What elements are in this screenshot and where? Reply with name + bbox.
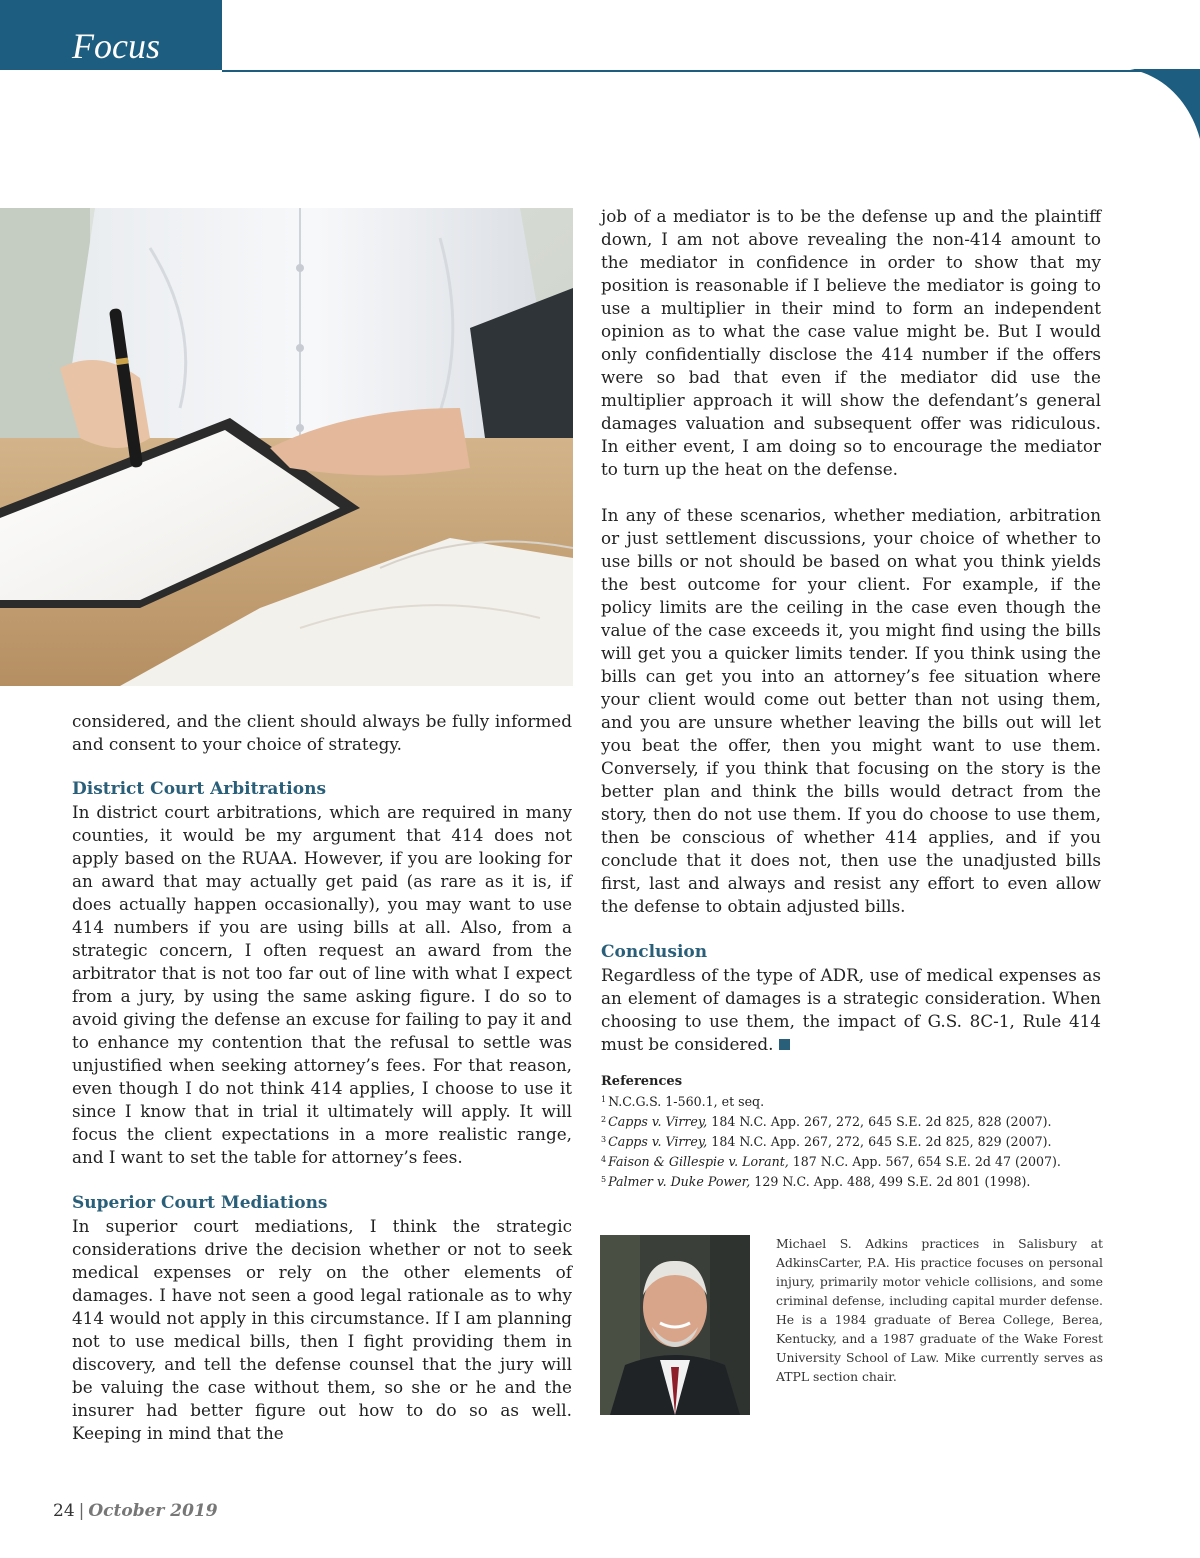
references [601, 1073, 1101, 1191]
article-photo [0, 208, 573, 686]
left-column [72, 778, 572, 1445]
scenarios-paragraph: In any of these scenarios, whether mediation, arbitration or just settlement discussions, your choice of whether to use bills or not should be based on what you think yields the best outcome for your client. For example, if the policy limits are the ceiling in the case even though the value of the case exceeds it, you might find using the bills will get you a quicker limits tender. If you think using the bills can get you into an attorney’s fee situation where your client would come out better than not using them, and you are unsure whether leaving the bills out will let you beat the offer, then you might want to use them. Conversely, if you think that focusing on the story is the better plan and think the bills would detract from the story, then do not use them. If you do choose to use them, then be conscious of whether 414 applies, and if you conclude that it does not, then use the unadjusted bills first, last and always and resist any effort to even allow the defense to obtain adjusted bills. [601, 505, 1101, 916]
reference-case: Capps v. Virrey, [608, 1134, 708, 1149]
end-mark-icon [779, 1039, 790, 1050]
reference-cite: 184 N.C. App. 267, 272, 645 S.E. 2d 825, 828 (2007). [707, 1114, 1052, 1129]
author-bio: Michael S. Adkins practices in Salisbury at AdkinsCarter, P.A. His practice focuses on personal injury, primarily motor vehicle collisions, and some criminal defense, including capital murder defense. He is a 1984 graduate of Berea College, Berea, Kentucky, and a 1987 graduate of the Wake Forest University School of Law. Mike currently serves as ATPL section chair. [776, 1236, 1103, 1384]
author-photo [600, 1235, 750, 1415]
reference-cite: N.C.G.S. 1-560.1, et seq. [608, 1094, 765, 1109]
reference-number: 3 [601, 1135, 607, 1144]
header-corner-curve [1130, 69, 1200, 139]
footer-separator: | [78, 1501, 85, 1521]
reference-item [601, 1111, 1101, 1131]
reference-number: 2 [601, 1115, 607, 1124]
header-rule [222, 70, 1162, 72]
intro-paragraph: considered, and the client should always be fully informed and consent to your choice of strategy. [72, 711, 572, 754]
left-column-intro [72, 710, 572, 756]
signing-photo-illustration [0, 208, 573, 686]
district-court-paragraph: In district court arbitrations, which are required in many counties, it would be my argument that 414 does not apply based on the RUAA. However, if you are looking for an award that may actually get paid (as rare as it is, if does actually happen occasionally), you may want to use 414 numbers if you are using bills at all. Also, from a strategic concern, I often request an award from the arbitrator that is not too far out of line with what I expect from a jury, by using the same asking figure. I do so to avoid giving the defense an excuse for failing to pay it and to enhance my contention that the refusal to settle was unjustified when seeking attorney’s fees. For that reason, even though I do not think 414 applies, I choose to use it since I know that in trial it ultimately will apply. It will focus the client expectations in a more realistic range, and I want to set the table for attorney’s fees. [72, 802, 572, 1167]
page-footer [53, 1500, 218, 1522]
district-court-heading: District Court Arbitrations [72, 779, 327, 799]
superior-court-paragraph: In superior court mediations, I think the strategic considerations drive the decision whether or not to seek medical expenses or rely on the other elements of damages. I have not seen a good legal rationale as to why 414 would not apply in this circumstance. If I am planning not to use medical bills, then I fight providing them in discovery, and tell the defense counsel that the jury will be valuing the case without them, so she or he and the insurer had better figure out how to do so as well. Keeping in mind that the [72, 1216, 572, 1443]
reference-item [601, 1151, 1101, 1171]
conclusion-text: Regardless of the type of ADR, use of medical expenses as an element of damages is a strategic consideration. When choosing to use them, the impact of G.S. 8C-1, Rule 414 must be considered. [601, 965, 1101, 1054]
reference-case: Capps v. Virrey, [608, 1114, 708, 1129]
conclusion-heading: Conclusion [601, 942, 708, 962]
reference-cite: 184 N.C. App. 267, 272, 645 S.E. 2d 825, 829 (2007). [707, 1134, 1052, 1149]
continued-paragraph: job of a mediator is to be the defense up and the plaintiff down, I am not above revealing the non-414 amount to the mediator in confidence in order to show that my position is reasonable if I believe the mediator is going to use a multiplier in their mind to form an independent opinion as to what the case value might be. But I would only confidentially disclose the 414 number if the offers were so bad that even if the mediator did use the multiplier approach it will show the defendant’s general damages valuation and subsequent offer was ridiculous. In either event, I am doing so to encourage the mediator to turn up the heat on the defense. [601, 206, 1101, 479]
issue-date: October 2019 [88, 1501, 218, 1521]
reference-cite: 187 N.C. App. 567, 654 S.E. 2d 47 (2007). [788, 1154, 1061, 1169]
superior-court-heading: Superior Court Mediations [72, 1193, 328, 1213]
reference-case: Faison & Gillespie v. Lorant, [608, 1154, 789, 1169]
reference-item [601, 1171, 1101, 1191]
page-number: 24 [53, 1501, 75, 1521]
reference-item [601, 1131, 1101, 1151]
author-portrait-illustration [600, 1235, 750, 1415]
reference-item [601, 1091, 1101, 1111]
section-title: Focus [72, 26, 160, 66]
reference-number: 4 [601, 1155, 607, 1164]
reference-number: 5 [601, 1175, 607, 1184]
references-heading: References [601, 1074, 683, 1089]
reference-number: 1 [601, 1095, 607, 1104]
reference-cite: 129 N.C. App. 488, 499 S.E. 2d 801 (1998). [750, 1174, 1031, 1189]
right-column [601, 205, 1101, 1056]
reference-case: Palmer v. Duke Power, [608, 1174, 751, 1189]
conclusion-paragraph [601, 964, 1101, 1056]
